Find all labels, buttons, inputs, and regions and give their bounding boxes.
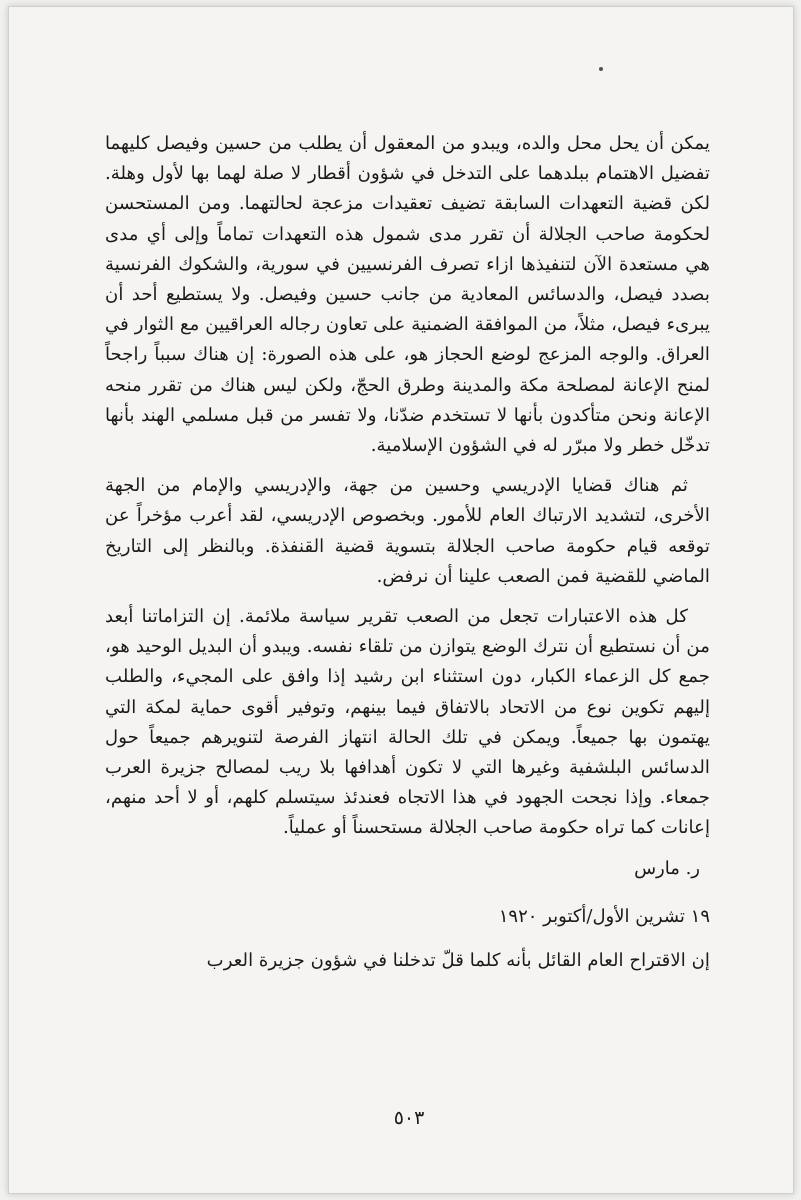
print-speck (599, 67, 603, 71)
signature: ر. مارس (634, 857, 700, 879)
body-text (105, 129, 710, 976)
paragraph-1: يمكن أن يحل محل والده، ويبدو من المعقول أن يطلب من حسين وفيصل كليهما تفضيل الاهتمام ببلدهما على التدخل في شؤون أقطار لا صلة لهما بها لأول وهلة. لكن قضية التعهدات السابقة تضيف تعقيدات مزعجة لحالتهما. ومن المستحسن لحكومة صاحب الجلالة أن تقرر مدى شمول هذه التعهدات تماماً وإلى أي مدى هي مستعدة الآن لتنفيذها ازاء تصرف الفرنسيين في سورية، والشكوك الفرنسية بصدد فيصل، والدسائس المعادية من جانب حسين وفيصل. ولا يستطيع أحد أن يبرىء فيصل، مثلاً، من الموافقة الضمنية على تعاون رجاله العراقيين مع الثوار في العراق. والوجه المزعج لوضع الحجاز هو، على هذه الصورة: إن هناك سبباً راجحاً لمنح الإعانة لمصلحة مكة والمدينة وطرق الحجّ، ولكن ليس هناك من تقرر منحه الإعانة ونحن متأكدون بأنها لا تستخدم ضدّنا، ولا تفسر من قبل مسلمي الهند بأنها تدخّل خطر ولا مبرّر له في الشؤون الإسلامية. (105, 133, 710, 457)
document-date: ١٩ تشرين الأول/أكتوبر ١٩٢٠ (498, 905, 710, 927)
paragraph-3: كل هذه الاعتبارات تجعل من الصعب تقرير سياسة ملائمة. إن التزاماتنا أبعد من أن نستطيع أن نترك الوضع يتوازن من تلقاء نفسه. ويبدو أن البديل الوحيد هو، جمع كل الزعماء الكبار، دون استثناء ابن رشيد إذا وافق على المجيء، والطلب إليهم تكوين نوع من الاتحاد بالاتفاق فيما بينهم، وتوفير أقوى حماية لمكة التي يهتمون بها جميعاً. ويمكن في تلك الحالة انتهاز الفرصة لتنويرهم جميعاً حول الدسائس البلشفية وغيرها التي لا تكون أهدافها بلا ريب لمصالح جزيرة العرب جمعاء. وإذا نجحت الجهود في هذا الاتجاه فعندئذ سيتسلم كلهم، أو لا أحد منهم، إعانات كما تراه حكومة صاحب الجلالة مستحسناً أو عملياً. (105, 606, 710, 839)
document-page (8, 6, 794, 1194)
paragraph-2: ثم هناك قضايا الإدريسي وحسين من جهة، والإدريسي والإمام من الجهة الأخرى، لتشديد الارتباك العام للأمور. وبخصوص الإدريسي، لقد أعرب مؤخراً عن توقعه قيام حكومة صاحب الجلالة بتسوية قضية القنفذة. وبالنظر إلى التاريخ الماضي للقضية فمن الصعب علينا أن نرفض. (105, 475, 710, 587)
page-number: ٥٠٣ (393, 1107, 425, 1129)
next-document-first-line: إن الاقتراح العام القائل بأنه كلما قلّ تدخلنا في شؤون جزيرة العرب (206, 950, 710, 972)
